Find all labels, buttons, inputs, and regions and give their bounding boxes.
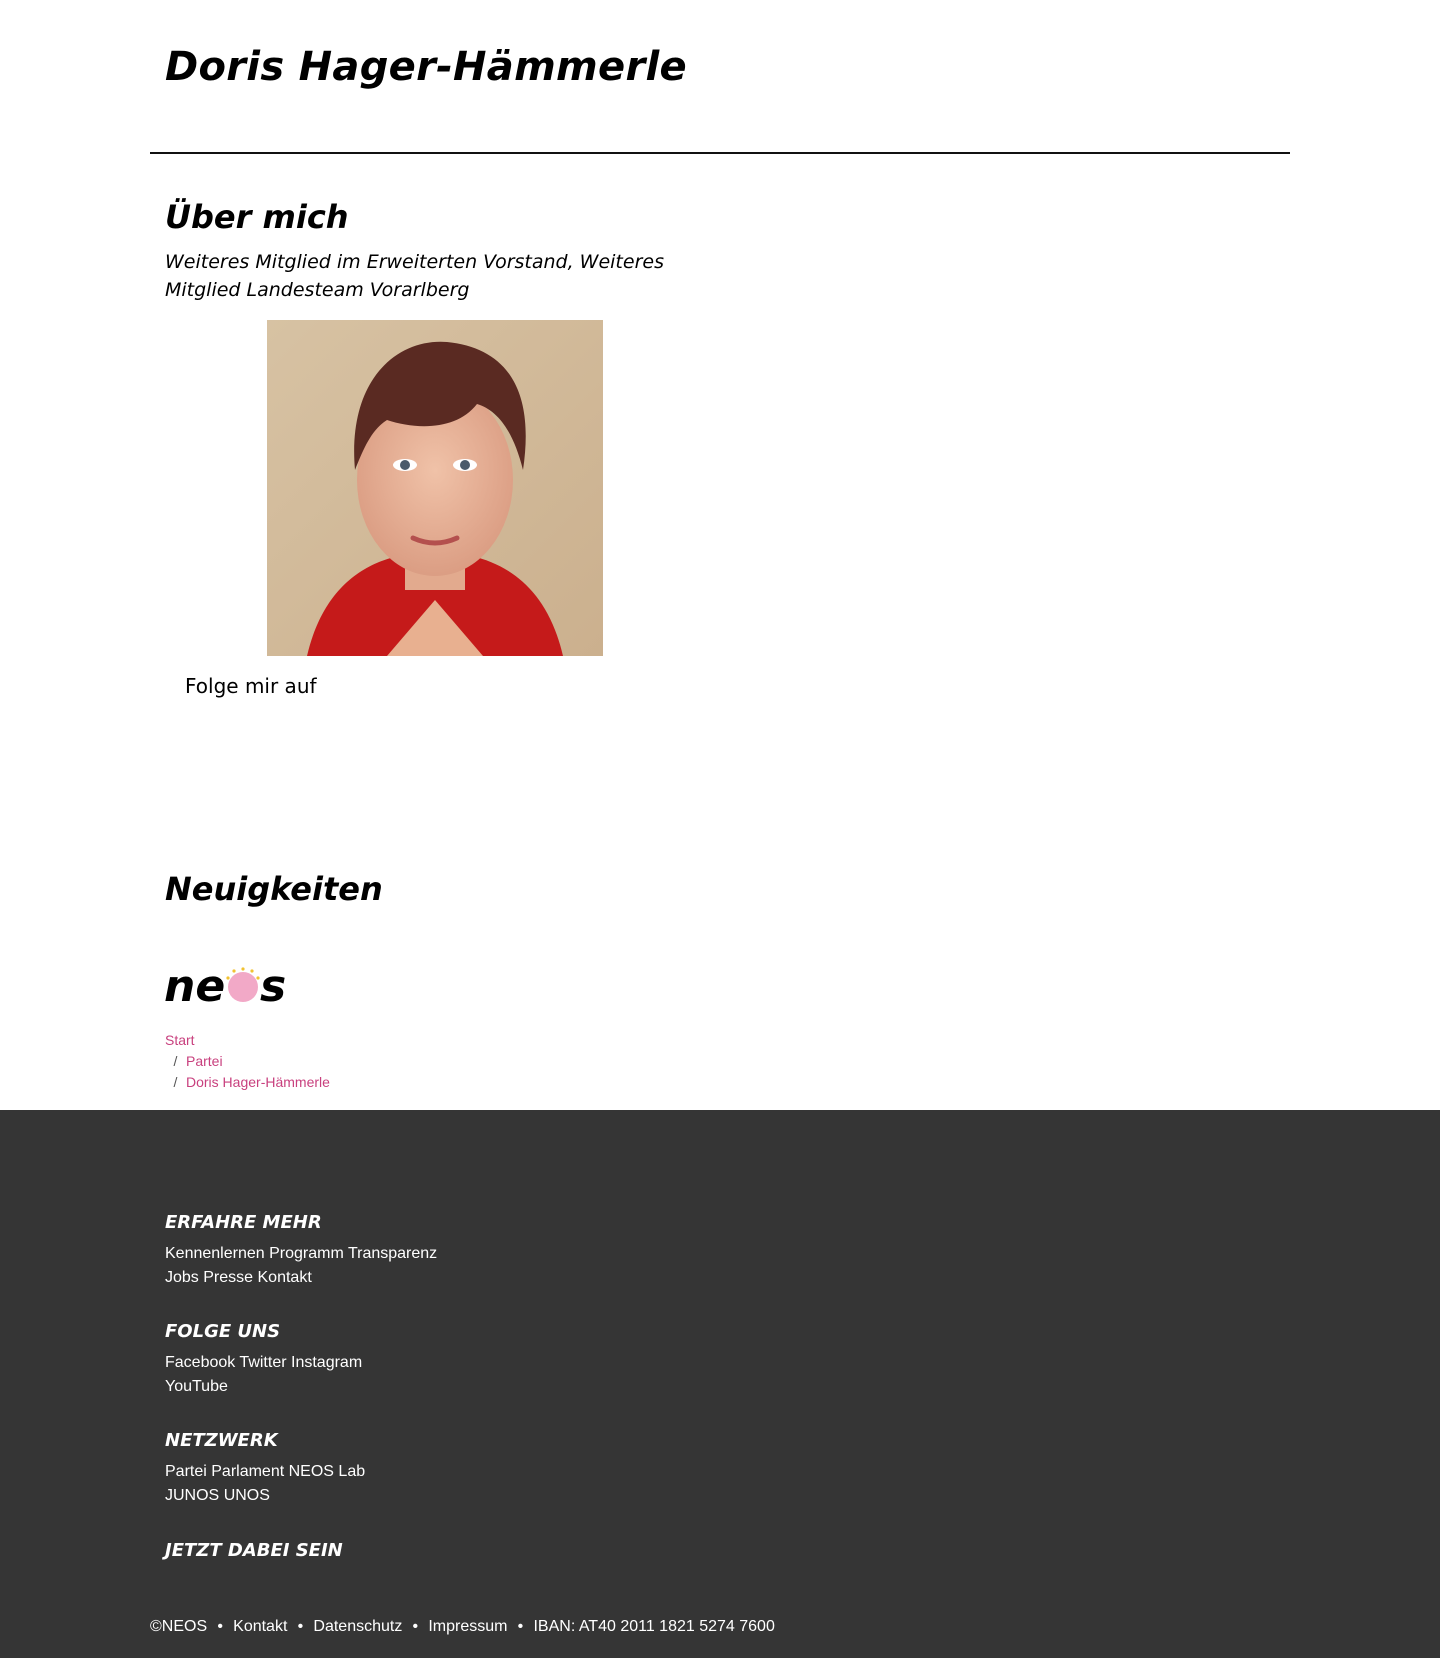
neos-logo[interactable] xyxy=(164,963,290,1007)
footer-separator: • xyxy=(297,1618,304,1635)
about-heading: Über mich xyxy=(165,198,349,236)
footer-separator: • xyxy=(217,1618,223,1635)
footer-link[interactable]: Kennenlernen xyxy=(165,1245,265,1262)
footer-link[interactable]: Kontakt xyxy=(257,1269,312,1286)
footer-heading-folge-uns: FOLGE UNS xyxy=(165,1321,281,1342)
footer-heading-jetzt-dabei-sein[interactable]: JETZT DABEI SEIN xyxy=(165,1540,343,1561)
breadcrumb-item-partei[interactable]: Partei xyxy=(186,1053,223,1069)
footer-heading-netzwerk: NETZWERK xyxy=(165,1430,278,1451)
breadcrumb-separator: / xyxy=(173,1074,178,1090)
footer-link-kontakt[interactable]: Kontakt xyxy=(233,1618,288,1635)
breadcrumb-item-current[interactable]: Doris Hager-Hämmerle xyxy=(186,1074,330,1090)
role-description: Weiteres Mitglied im Erweiterten Vorstand, Weiteres Mitglied Landesteam Vorarlberg xyxy=(165,251,664,301)
footer-link[interactable]: JUNOS xyxy=(165,1487,220,1504)
footer-link-datenschutz[interactable]: Datenschutz xyxy=(313,1618,403,1635)
footer-link-youtube[interactable]: YouTube xyxy=(165,1378,228,1395)
footer-bottom-bar xyxy=(150,1618,775,1636)
iban: IBAN: AT40 2011 1821 5274 7600 xyxy=(533,1618,775,1635)
breadcrumb-item-start[interactable]: Start xyxy=(165,1032,195,1048)
footer-links-erfahre-mehr xyxy=(165,1242,445,1290)
footer-link-twitter[interactable]: Twitter xyxy=(239,1354,287,1371)
page-title: Doris Hager-Hämmerle xyxy=(165,44,687,90)
footer-link[interactable]: Programm xyxy=(269,1245,344,1262)
footer-link[interactable]: UNOS xyxy=(223,1487,270,1504)
footer-link-facebook[interactable]: Facebook xyxy=(165,1354,236,1371)
footer-link[interactable]: Transparenz xyxy=(347,1245,438,1262)
footer-heading-erfahre-mehr: ERFAHRE MEHR xyxy=(165,1212,322,1233)
breadcrumb-separator: / xyxy=(173,1053,178,1069)
footer-separator: • xyxy=(517,1618,524,1635)
follow-me-label: Folge mir auf xyxy=(185,674,317,698)
portrait-photo xyxy=(267,320,603,656)
footer-link[interactable]: NEOS Lab xyxy=(288,1463,366,1480)
portrait-icon xyxy=(267,320,603,656)
news-heading: Neuigkeiten xyxy=(165,870,383,908)
breadcrumb xyxy=(165,1030,330,1093)
footer-link[interactable]: Jobs xyxy=(165,1269,199,1286)
footer-links-folge-uns xyxy=(165,1351,395,1399)
footer-link[interactable]: Partei xyxy=(165,1463,207,1480)
site-footer xyxy=(0,1110,1440,1658)
copyright: ©NEOS xyxy=(150,1618,208,1635)
header-divider xyxy=(150,152,1290,154)
svg-text:ne: ne xyxy=(164,963,226,1007)
svg-text:s: s xyxy=(260,963,287,1007)
footer-link[interactable]: Parlament xyxy=(211,1463,285,1480)
footer-link[interactable]: Presse xyxy=(203,1269,254,1286)
footer-link-instagram[interactable]: Instagram xyxy=(291,1354,363,1371)
footer-separator: • xyxy=(412,1618,419,1635)
footer-link-impressum[interactable]: Impressum xyxy=(428,1618,508,1635)
footer-links-netzwerk xyxy=(165,1460,395,1508)
neos-logo-icon xyxy=(164,963,290,1007)
